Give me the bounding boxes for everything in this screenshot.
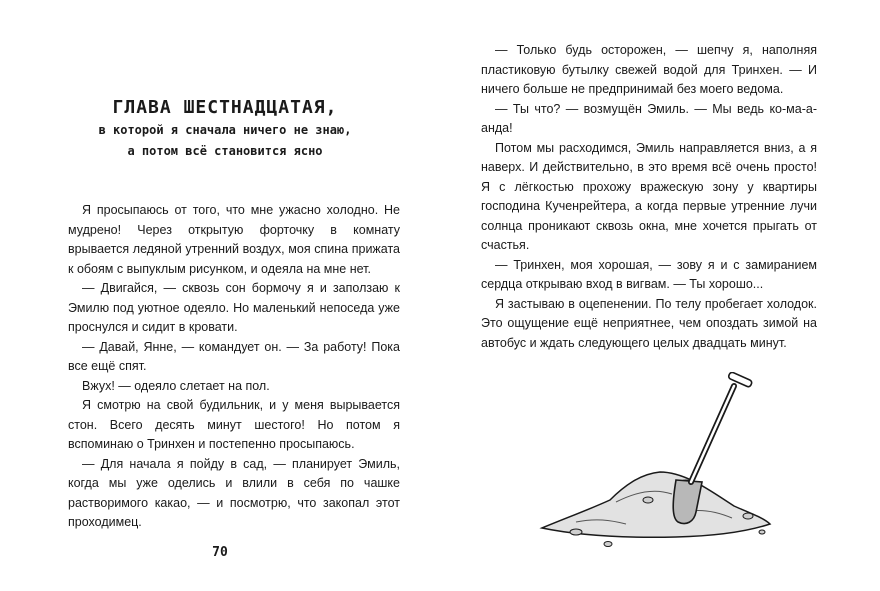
- shovel-in-dirt-illustration: [536, 372, 776, 557]
- chapter-heading: [60, 96, 390, 162]
- paragraph: Я смотрю на свой будильник, и у меня вырывается стон. Всего десять минут шестого! Но потом я вспоминаю о Тринхен и постепенно просыпаюсь.: [68, 398, 400, 451]
- chapter-title: ГЛАВА ШЕСТНАДЦАТАЯ,: [112, 97, 338, 118]
- chapter-subtitle-line-2: а потом всё становится ясно: [127, 144, 323, 158]
- dirt-mound: [542, 472, 770, 537]
- paragraph: — Для начала я пойду в сад, — планирует Эмиль, когда мы уже оделись и влили в себя по чашке растворимого какао, — и посмотрю, что закопал этот проходимец.: [68, 456, 400, 529]
- right-page: [440, 0, 880, 591]
- paragraph: — Тринхен, моя хорошая, — зову я и с замиранием сердца открываю вход в вигвам. — Ты хорошо...: [481, 257, 817, 291]
- right-page-text: [481, 41, 817, 353]
- paragraph: Потом мы расходимся, Эмиль направляется вниз, а я наверх. И действительно, в это время всё очень просто! Я с лёгкостью прохожу вражескую зону у квартиры господина Кученрейтера, а когда первые утренние лучи солнца проникают сквозь окна, мне хочется прыгать от счастья.: [481, 140, 817, 252]
- paragraph: — Только будь осторожен, — шепчу я, наполняя пластиковую бутылку свежей водой для Тринхен. — И ничего больше не предпринимай без моего ведома.: [481, 43, 817, 96]
- paragraph: — Двигайся, — сквозь сон бормочу я и заползаю к Эмилю под уютное одеяло. Но маленький непоседа уже проснулся и сидит в кровати.: [68, 281, 400, 334]
- paragraph: Я застываю в оцепенении. По телу пробегает холодок. Это ощущение ещё неприятнее, чем опоздать зимой на автобус и ждать следующего целых двадцать минут.: [481, 296, 817, 350]
- paragraph: — Давай, Янне, — командует он. — За работу! Пока все ещё спят.: [68, 339, 400, 373]
- paragraph: Вжух! — одеяло слетает на пол.: [82, 378, 270, 393]
- left-page-text: [68, 201, 400, 533]
- page-number: 70: [212, 545, 228, 560]
- chapter-subtitle-line-1: в которой я сначала ничего не знаю,: [98, 123, 352, 137]
- paragraph: Я просыпаюсь от того, что мне ужасно холодно. Не мудрено! Через открытую форточку в комнату врывается ледяной утренний воздух, моя спина прижата к обоям с выпуклым рисунком, и одеяла на мне нет.: [68, 203, 400, 276]
- paragraph: — Ты что? — возмущён Эмиль. — Мы ведь ко-ма-а-анда!: [481, 101, 817, 135]
